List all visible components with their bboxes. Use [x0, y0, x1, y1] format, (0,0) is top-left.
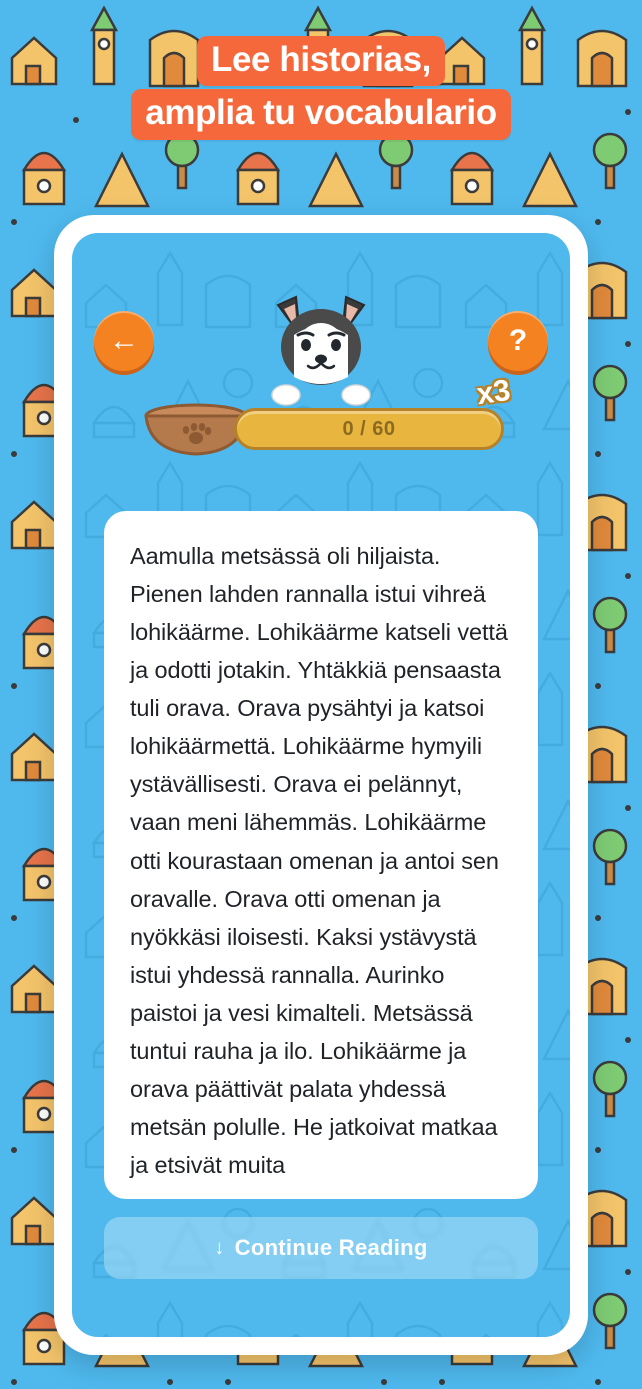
continue-reading-button[interactable] [104, 1217, 538, 1279]
multiplier-badge: x3 [474, 373, 513, 412]
continue-reading-label: Continue Reading [234, 1235, 428, 1260]
arrow-down-icon: ↓ [214, 1236, 225, 1259]
phone-mockup [54, 215, 588, 1355]
headline-line-2: amplia tu vocabulario [131, 89, 510, 139]
progress-value: 0 / 60 [342, 417, 396, 440]
progress-row [138, 373, 513, 462]
progress-bar [234, 408, 504, 450]
husky-dog-icon [256, 291, 386, 409]
help-button[interactable] [488, 311, 548, 371]
back-button[interactable] [94, 311, 154, 371]
arrow-left-icon: ← [109, 324, 139, 357]
headline-line-1: Lee historias, [197, 36, 445, 86]
question-mark-icon: ? [508, 324, 528, 357]
app-screen [72, 233, 570, 1337]
story-card [104, 511, 538, 1199]
story-text: Aamulla metsässä oli hiljaista. Pienen lahden rannalla istui vihreä lohikäärme. Lohikäärme katseli vettä ja odotti jotakin. Yhtäkkiä pensaasta tuli orava. Orava pysähtyi ja katsoi lohikäärmettä. Lohikäärme hymyili ystävällisesti. Orava ei pelännyt, vaan meni lähemmäs. Lohikäärme otti kourastaan omenan ja antoi sen oravalle. Orava otti omenan ja nyökkäsi iloisesti. Kaksi ystävystä istui yhdessä rannalla. Aurinko paistoi ja vesi kimalteli. Metsässä tuntui rauha ja ilo. Lohikäärme ja orava päättivät palata yhdessä metsän polulle. He jatkoivat matkaa ja etsivät muita [130, 543, 508, 1178]
